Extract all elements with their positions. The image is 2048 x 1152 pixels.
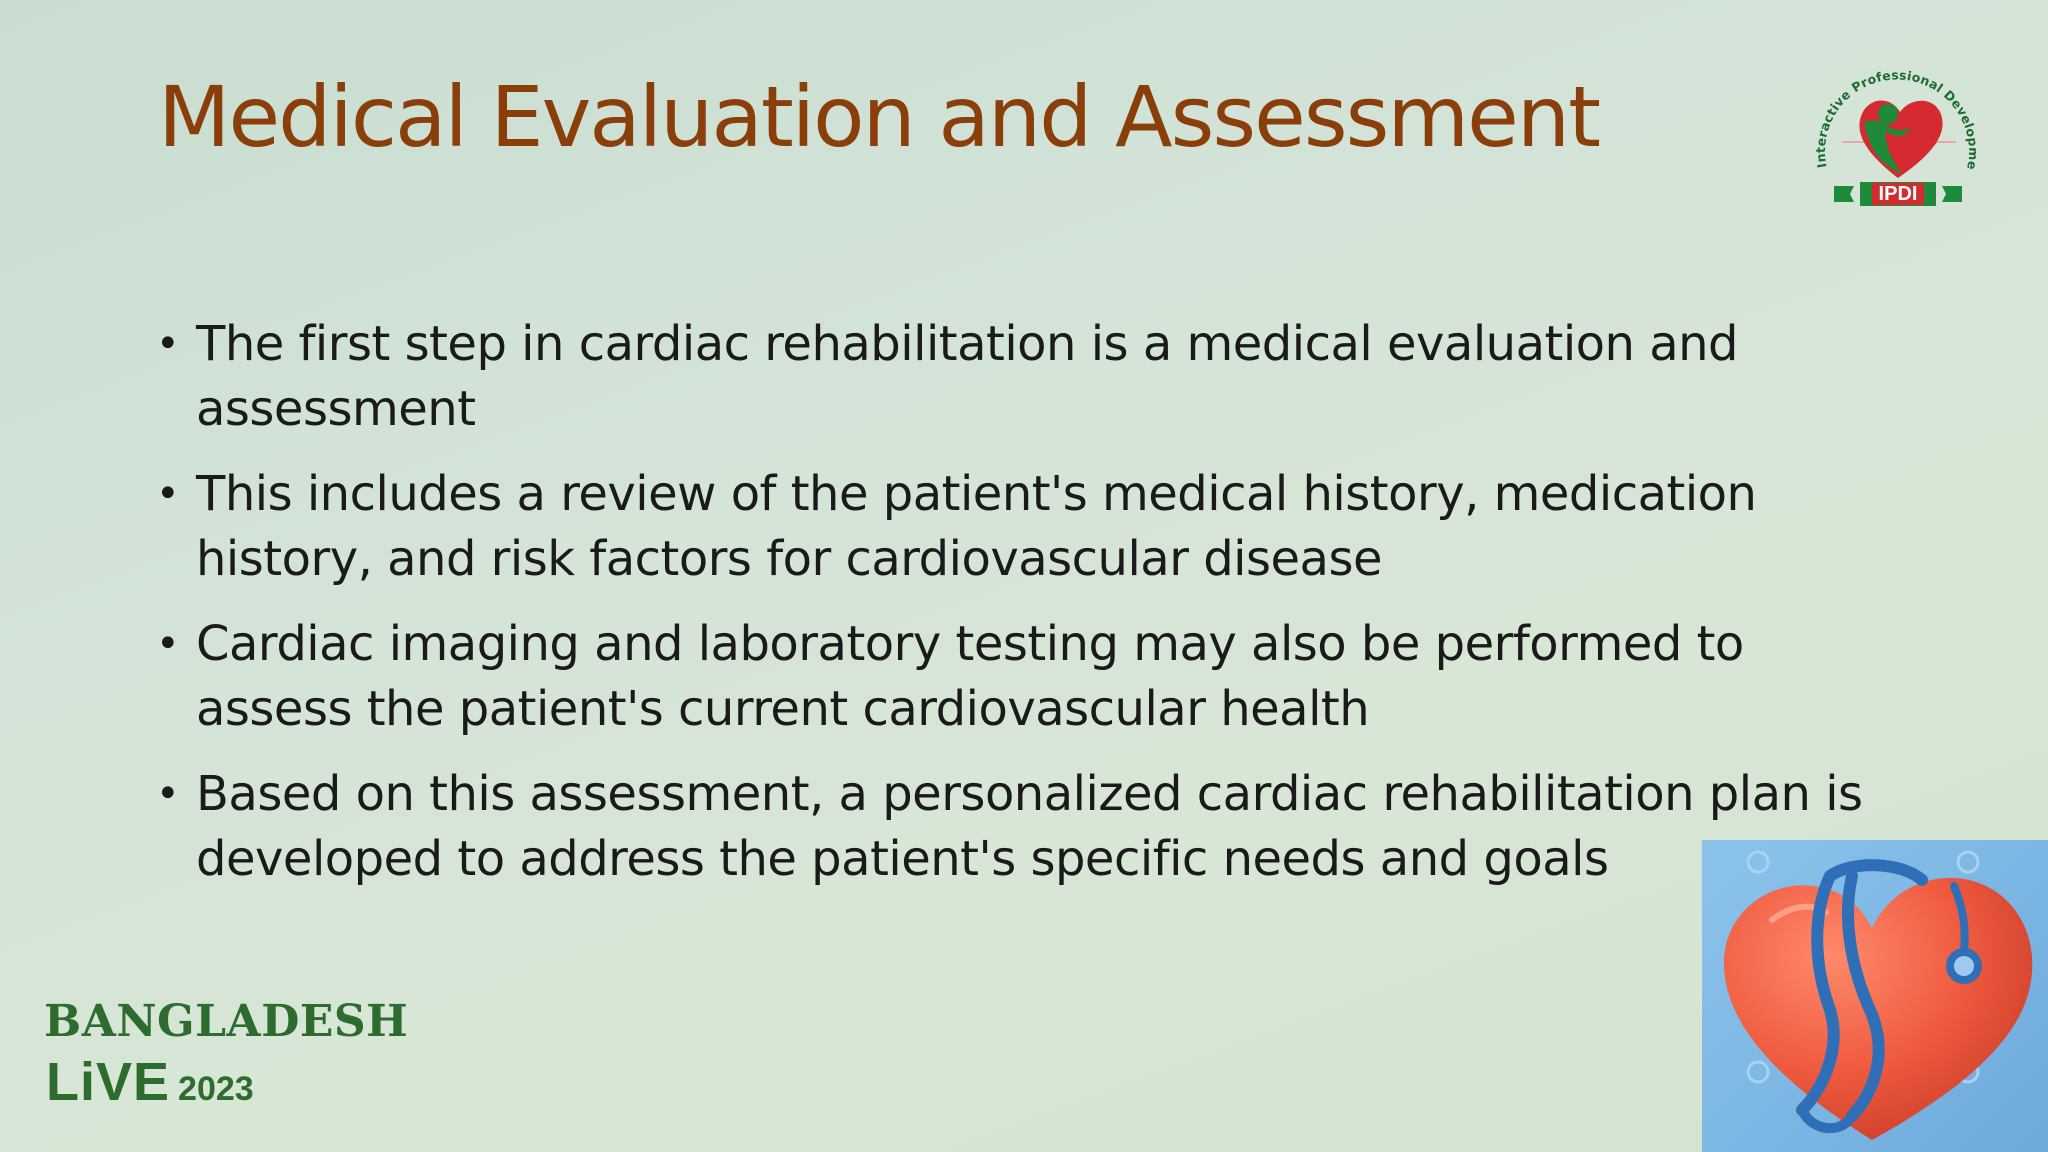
heart-stethoscope-icon (1702, 840, 2048, 1152)
bullet-marker: • (156, 621, 180, 667)
event-logo-line1: BANGLADESH (44, 996, 409, 1047)
ipdi-logo (1806, 44, 1990, 216)
bullet-marker: • (156, 471, 180, 517)
event-logo-live: LiVE (46, 1052, 171, 1112)
event-logo-year: 2023 (178, 1070, 254, 1108)
svg-text:Interactive Professional Devel: Interactive Professional Developme (1812, 67, 1982, 172)
bullet-list (150, 312, 1890, 912)
bullet-marker: • (156, 321, 180, 367)
bullet-item (150, 612, 1890, 742)
bullet-item (150, 312, 1890, 442)
slide-title: Medical Evaluation and Assessment (158, 68, 1600, 166)
bullet-item (150, 462, 1890, 592)
ipdi-banner-text: IPDI (1878, 183, 1918, 205)
bullet-text: This includes a review of the patient's medical history, medication history, and risk factors for cardiovascular disease (196, 466, 1757, 587)
bullet-text: The first step in cardiac rehabilitation is a medical evaluation and assessment (196, 316, 1739, 437)
bullet-text: Cardiac imaging and laboratory testing may also be performed to assess the patient's current cardiovascular health (196, 616, 1744, 737)
bangladesh-live-logo (44, 994, 409, 1114)
bullet-item (150, 762, 1890, 892)
event-logo-line2 (46, 1054, 254, 1117)
heart-stethoscope-image (1702, 840, 2048, 1152)
bullet-text: Based on this assessment, a personalized cardiac rehabilitation plan is developed to address the patient's specific needs and goals (196, 766, 1863, 887)
bullet-marker: • (156, 771, 180, 817)
